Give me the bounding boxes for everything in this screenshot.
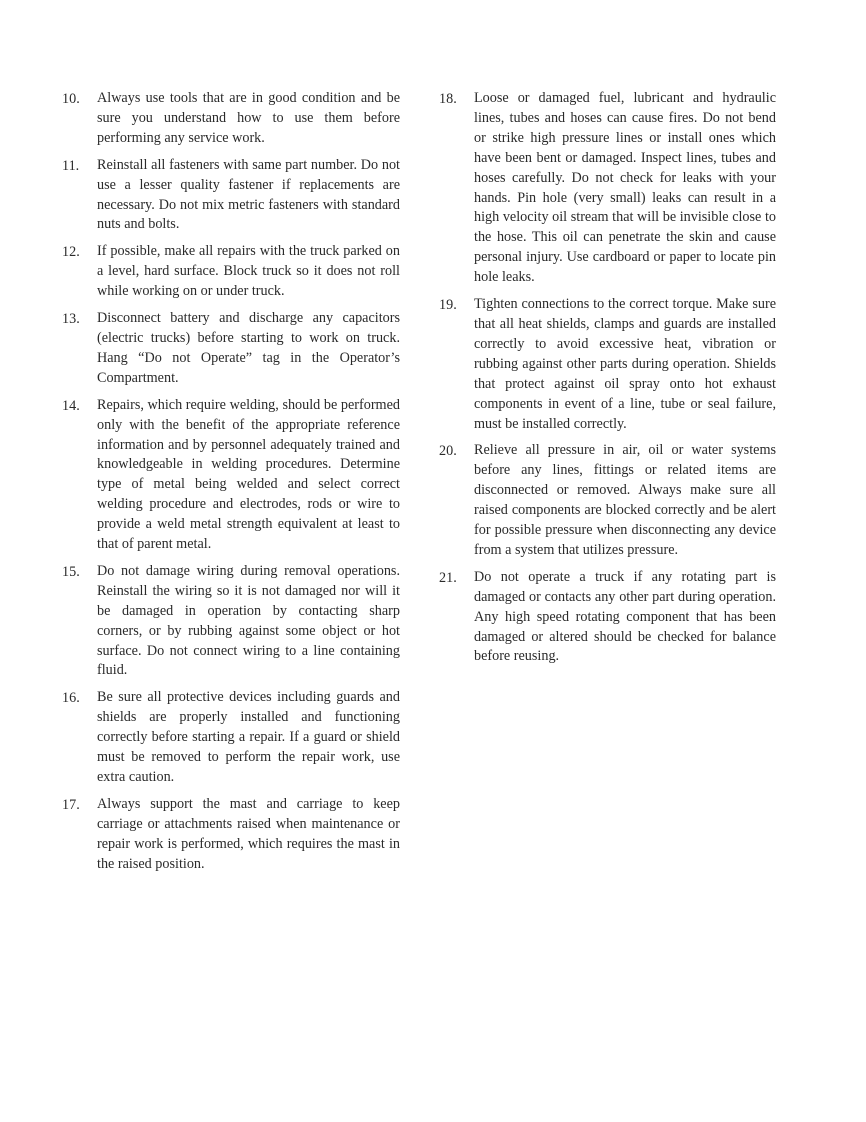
list-item bbox=[62, 309, 400, 389]
item-text: Relieve all pressure in air, oil or water systems before any lines, fittings or related items are disconnected or removed. Always make sure all raised components are blocked correctly and be alert for possible pressure when disconnecting any device from a system that utilizes pressure. bbox=[474, 442, 776, 558]
list-item bbox=[439, 568, 776, 668]
item-number: 16. bbox=[62, 690, 80, 707]
item-number: 11. bbox=[62, 157, 80, 174]
item-text: Disconnect battery and discharge any capacitors (electric trucks) before starting to work on truck. Hang “Do not Operate” tag in the Operator’s Compartment. bbox=[97, 310, 400, 386]
list-item bbox=[62, 562, 400, 681]
item-text: Tighten connections to the correct torque. Make sure that all heat shields, clamps and guards are installed correctly to avoid excessive heat, vibration or rubbing against other parts during operation. Shields that protect against oil spray onto hot exhaust components in event of a line, tube or seal failure, must be installed correctly. bbox=[474, 296, 776, 432]
list-item bbox=[439, 89, 776, 288]
item-number: 15. bbox=[62, 563, 80, 580]
item-number: 21. bbox=[439, 569, 457, 586]
list-item bbox=[62, 242, 400, 302]
item-number: 10. bbox=[62, 91, 80, 107]
item-text: Do not damage wiring during removal operations. Reinstall the wiring so it is not damaged nor will it be damaged in operation by contacting sharp corners, or by rubbing against some object or hot surface. Do not connect wiring to a line containing fluid. bbox=[97, 562, 400, 679]
item-text: If possible, make all repairs with the truck parked on a level, hard surface. Block truck so it does not roll while working on or under truck. bbox=[97, 243, 400, 300]
safety-list-left bbox=[62, 89, 400, 875]
right-column bbox=[439, 89, 776, 674]
item-number: 19. bbox=[439, 297, 457, 314]
item-text: Always support the mast and carriage to keep carriage or attachments raised when maintenance or repair work is performed, which requires the mast in the raised position. bbox=[97, 795, 400, 872]
item-text: Loose or damaged fuel, lubricant and hydraulic lines, tubes and hoses can cause fires. Do not bend or strike high pressure lines or install ones which have been bent or damaged. Inspect lines, tubes and hoses carefully. Do not check for leaks with your hands. Pin hole (very small) leaks can result in a high velocity oil stream that will be invisible close to the hose. This oil can penetrate the skin and cause personal injury. Use cardboard or paper to locate pin hole leaks. bbox=[474, 90, 776, 286]
item-number: 14. bbox=[62, 397, 80, 414]
item-text: Repairs, which require welding, should be performed only with the benefit of the appropriate reference information and by personnel adequately trained and knowledgeable in welding procedures. Determine type of metal being welded and select correct welding procedure and electrodes, rods or wire to provide a weld metal strength equivalent at least to that of parent metal. bbox=[97, 396, 400, 553]
item-text: Do not operate a truck if any rotating part is damaged or contacts any other part during operation. Any high speed rotating component that has been damaged or altered should be checked for balance before reusing. bbox=[474, 568, 776, 665]
item-text: Always use tools that are in good condition and be sure you understand how to use them before performing any service work. bbox=[97, 90, 400, 146]
list-item bbox=[62, 156, 400, 236]
list-item bbox=[62, 396, 400, 555]
left-column bbox=[62, 89, 400, 882]
item-number: 13. bbox=[62, 311, 80, 328]
item-number: 17. bbox=[62, 796, 80, 813]
item-number: 20. bbox=[439, 443, 457, 460]
item-text: Reinstall all fasteners with same part number. Do not use a lesser quality fastener if replacements are necessary. Do not mix metric fasteners with standard nuts and bolts. bbox=[97, 156, 400, 233]
safety-list-right bbox=[439, 89, 776, 667]
item-number: 18. bbox=[439, 91, 457, 107]
list-item bbox=[439, 441, 776, 560]
item-number: 12. bbox=[62, 244, 80, 261]
list-item bbox=[62, 688, 400, 788]
list-item bbox=[439, 295, 776, 434]
list-item bbox=[62, 795, 400, 875]
list-item bbox=[62, 89, 400, 149]
item-text: Be sure all protective devices including guards and shields are properly installed and functioning correctly before starting a repair. If a guard or shield must be removed to perform the repair work, use extra caution. bbox=[97, 689, 400, 785]
